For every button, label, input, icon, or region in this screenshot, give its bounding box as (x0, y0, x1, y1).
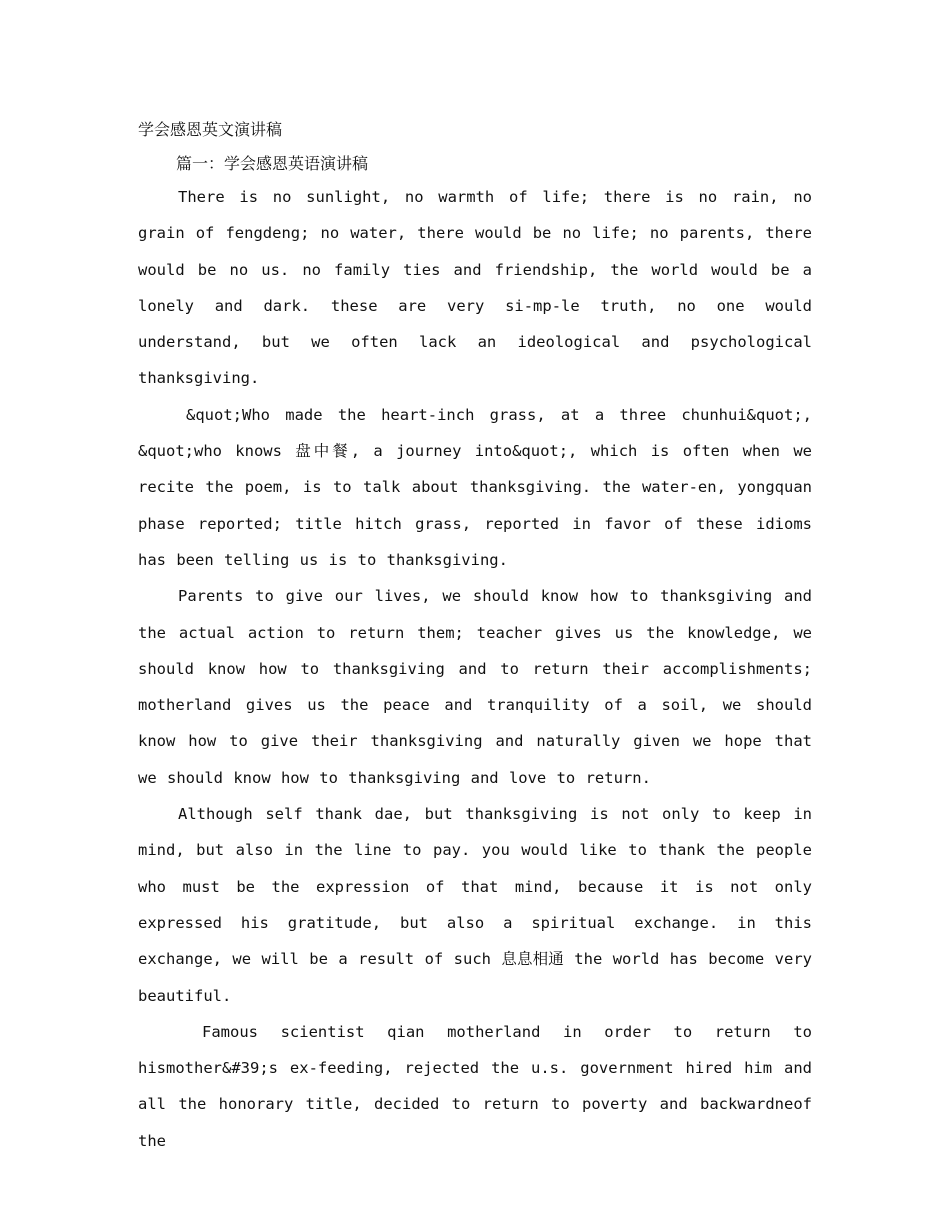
paragraph-1: There is no sunlight, no warmth of life; there is no rain, no grain of fengdeng; no water, there would be no life; no parents, there would be no us. no family ties and friendship, the world would be a lonely and dark. these are very si-mp-le truth, no one would understand, but we often lack an ideological and psychological thanksgiving. (138, 188, 812, 388)
document-subtitle: 篇一：学会感恩英语演讲稿 (176, 154, 369, 173)
paragraph-4: Although self thank dae, but thanksgiving is not only to keep in mind, but also in the line to pay. you would like to thank the people who must be the expression of that mind, because it is not only expressed his gratitude, but also a spiritual exchange. in this exchange, we will be a result of such 息息相通 the world has become very beautiful. (138, 805, 812, 1005)
document-page (138, 116, 812, 1159)
paragraph-5: Famous scientist qian motherland in order to return to hismother&#39;s ex-feeding, rejected the u.s. government hired him and all the honorary title, decided to return to poverty and backwardneof the (138, 1022, 812, 1150)
paragraph-2: &quot;Who made the heart-inch grass, at a three chunhui&quot;, &quot;who knows 盘中餐, a journey into&quot;, which is often when we recite the poem, is to talk about thanksgiving. the water-en, yongquan phase reported; title hitch grass, reported in favor of these idioms has been telling us is to thanksgiving. (138, 405, 812, 569)
paragraph-3: Parents to give our lives, we should know how to thanksgiving and the actual action to return them; teacher gives us the knowledge, we should know how to thanksgiving and to return their accomplishments; motherland gives us the peace and tranquility of a soil, we should know how to give their thanksgiving and naturally given we hope that we should know how to thanksgiving and love to return. (138, 587, 812, 787)
document-title: 学会感恩英文演讲稿 (138, 120, 283, 139)
